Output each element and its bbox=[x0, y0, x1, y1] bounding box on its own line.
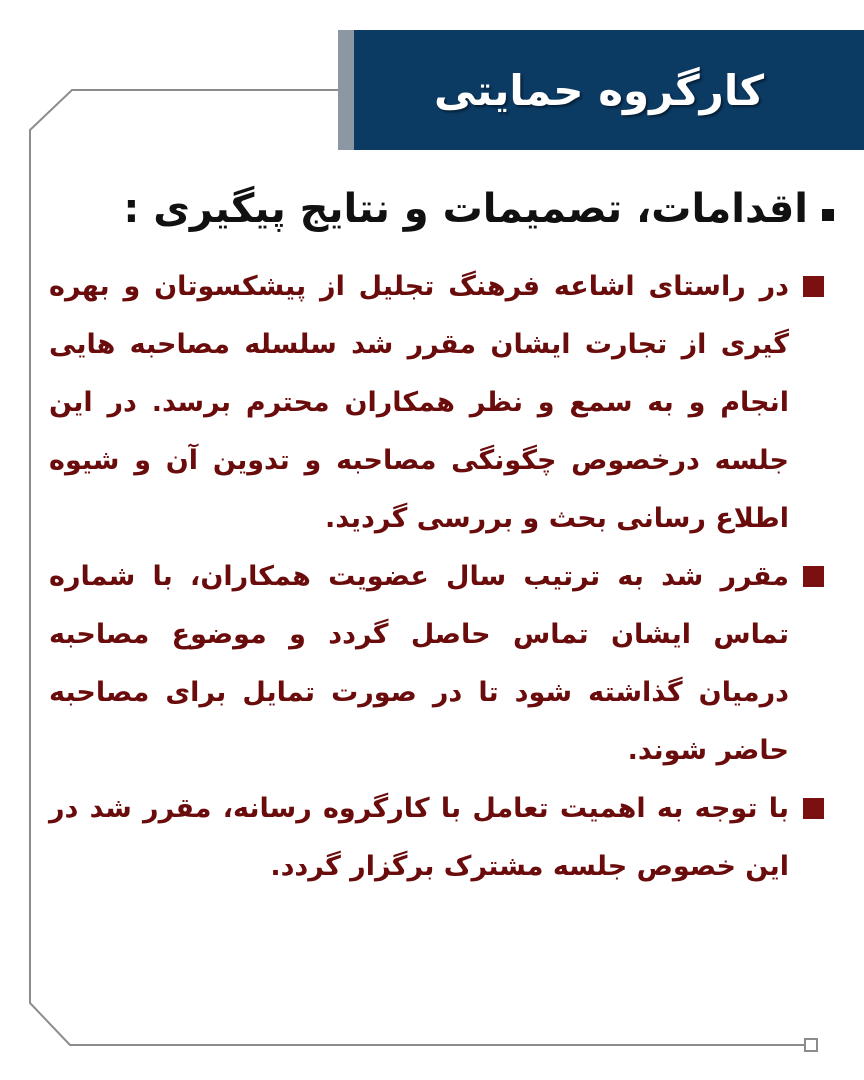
square-bullet-icon bbox=[803, 798, 824, 819]
list-item-text: در راستای اشاعه فرهنگ تجلیل از پیشکسوتان و بهره گیری از تجارت ایشان مقرر شد سلسله مصاحبه هایی انجام و به سمع و نظر همکاران محترم برسد. در این جلسه درخصوص چگونگی مصاحبه و تدوین آن و شیوه اطلاع رسانی بحث و بررسی گردید. bbox=[49, 271, 789, 534]
page-title: کارگروه حمایتی bbox=[433, 65, 765, 115]
square-bullet-icon bbox=[803, 566, 824, 587]
section-heading-text: اقدامات، تصمیمات و نتایج پیگیری : bbox=[123, 186, 808, 232]
list-item bbox=[49, 780, 824, 896]
square-bullet-icon bbox=[803, 276, 824, 297]
content-list bbox=[49, 258, 824, 896]
list-item bbox=[49, 548, 824, 780]
list-item-text: مقرر شد به ترتیب سال عضویت همکاران، با شماره تماس ایشان تماس حاصل گردد و موضوع مصاحبه درمیان گذاشته شود تا در صورت تمایل برای مصاحبه حاضر شوند. bbox=[49, 561, 789, 766]
list-item bbox=[49, 258, 824, 548]
header-banner bbox=[354, 30, 864, 150]
heading-bullet-icon bbox=[822, 209, 834, 221]
list-item-text: با توجه به اهمیت تعامل با کارگروه رسانه، مقرر شد در این خصوص جلسه مشترک برگزار گردد. bbox=[49, 793, 789, 882]
corner-square-icon bbox=[804, 1038, 818, 1052]
section-heading bbox=[114, 186, 834, 232]
